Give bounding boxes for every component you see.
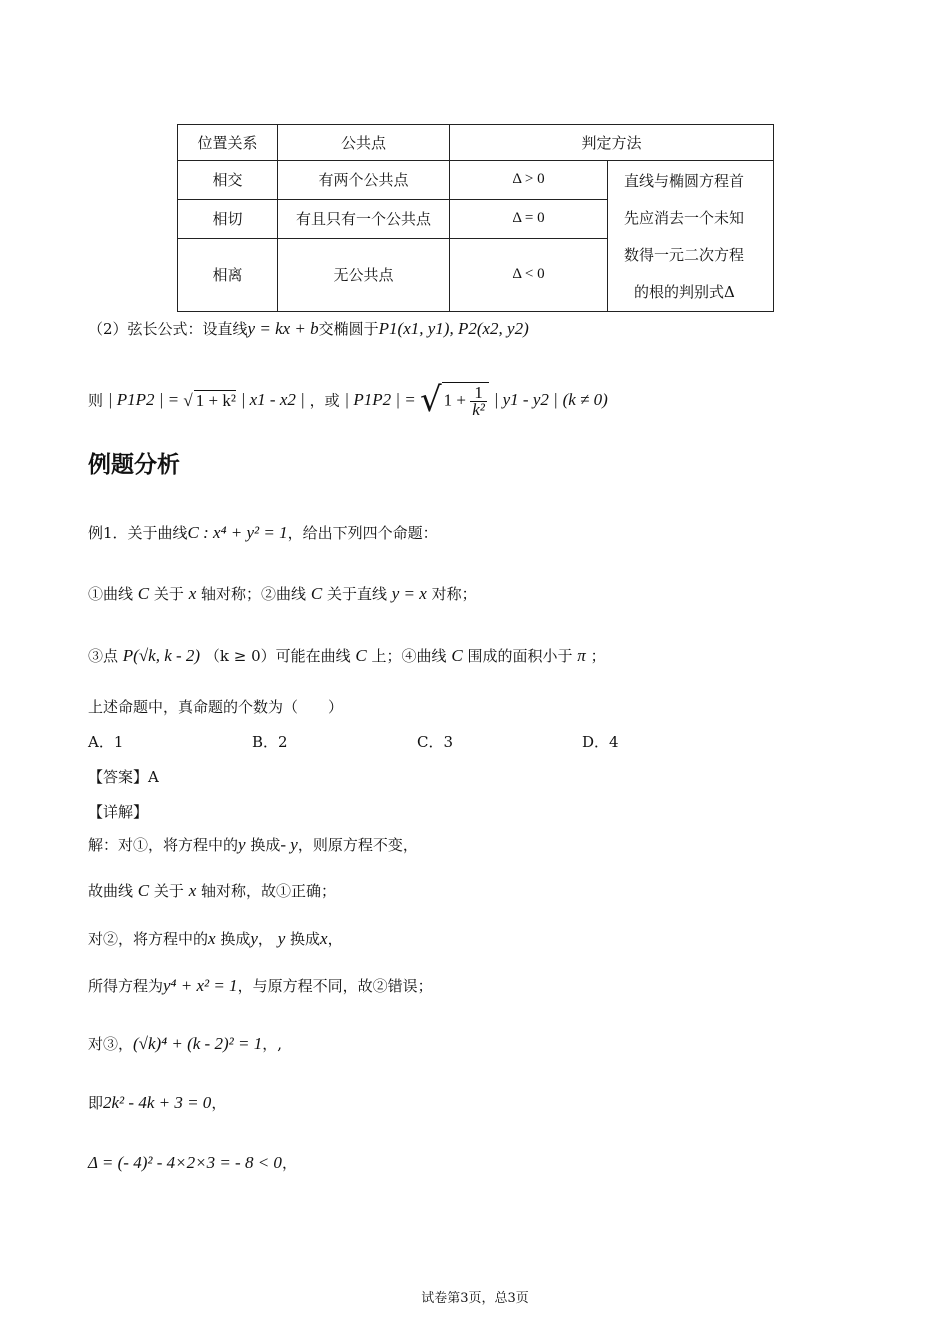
chord-or: ，或 xyxy=(309,391,340,410)
curve-symbol: C xyxy=(137,584,150,603)
curve-symbol: C xyxy=(137,881,150,900)
example-suffix: ，给出下列四个命题： xyxy=(287,524,438,542)
s3-text: 对②，将方程中的 xyxy=(88,930,209,948)
curve-equation: C : x⁴ + y² = 1 xyxy=(187,523,288,542)
s6-text: 即 xyxy=(88,1094,104,1112)
s7-end: ， xyxy=(281,1154,297,1172)
s1-replace: 换成 xyxy=(250,836,281,854)
method-line: 的根的判别式Δ xyxy=(634,283,735,301)
propositions-line-1 xyxy=(88,583,477,604)
prop2-symmetric: 对称； xyxy=(431,585,477,603)
formula1-rhs: | x1 - x2 | xyxy=(240,390,305,409)
s3-end: ， xyxy=(327,930,343,948)
prop2-line: 关于直线 xyxy=(326,585,387,603)
prop4-text: 上；④曲线 xyxy=(371,647,447,665)
propositions-line-2 xyxy=(88,645,606,666)
points-tangent: 有且只有一个公共点 xyxy=(278,199,450,238)
detail-label: 【详解】 xyxy=(88,803,149,821)
point-p: P(√k, k - 2) xyxy=(122,646,201,665)
curve-symbol: C xyxy=(355,646,367,665)
chord-intro: （2）弦长公式：设直线 xyxy=(88,320,248,338)
prop3-condition: （k ≥ 0）可能在曲线 xyxy=(204,647,351,665)
s2-about: 关于 xyxy=(153,882,184,900)
x-symbol: x xyxy=(188,881,197,900)
formula2-lhs: | P1P2 | = xyxy=(344,390,420,409)
chord-intro-line xyxy=(88,318,529,339)
s4-end: ，与原方程不同，故②错误； xyxy=(237,977,433,995)
s7-discriminant: Δ = (- 4)² - 4×2×3 = - 8 < 0 xyxy=(88,1153,282,1172)
relation-intersect: 相交 xyxy=(178,161,278,200)
example-prefix: 例1．关于曲线 xyxy=(88,524,188,542)
s4-equation: y⁴ + x² = 1 xyxy=(163,976,238,995)
option-d: D．4 xyxy=(582,733,619,751)
line-equation: y = kx + b xyxy=(247,319,319,338)
s5-equation: (√k)⁴ + (k - 2)² = 1 xyxy=(133,1034,263,1053)
curve-symbol: C xyxy=(310,584,323,603)
formula2-rhs: | y1 - y2 | xyxy=(493,390,558,409)
chord-then: 则 xyxy=(88,391,104,410)
s3-comma: ， xyxy=(257,930,273,948)
line-y-equals-x: y = x xyxy=(391,584,427,603)
formula1-radicand: 1 + k² xyxy=(195,390,236,410)
points-separate: 无公共点 xyxy=(278,238,450,311)
method-description xyxy=(608,161,774,312)
prop4-area: 围成的面积小于 xyxy=(467,647,573,665)
intersection-points: P1(x1, y1), P2(x2, y2) xyxy=(378,319,529,338)
y-symbol: y xyxy=(238,835,246,854)
prop1-text: ①曲线 xyxy=(88,585,134,603)
s1-text: 解：对①，将方程中的 xyxy=(88,836,239,854)
method-line: 数得一元二次方程 xyxy=(624,246,745,264)
question-line: 上述命题中，真命题的个数为（ ） xyxy=(88,698,344,716)
s6-end: ， xyxy=(211,1094,227,1112)
formula2-condition: (k ≠ 0) xyxy=(562,390,608,409)
position-relation-table xyxy=(177,124,774,312)
header-method: 判定方法 xyxy=(450,125,774,161)
solution-step-4 xyxy=(88,975,433,996)
option-b: B．2 xyxy=(252,733,288,751)
chord-mid: 交椭圆于 xyxy=(318,320,379,338)
answer-label: 【答案】A xyxy=(88,768,159,786)
solution-step-7 xyxy=(88,1152,297,1173)
s1-end: ，则原方程不变， xyxy=(297,836,418,854)
solution-step-5 xyxy=(88,1033,282,1054)
points-intersect: 有两个公共点 xyxy=(278,161,450,200)
s6-equation: 2k² - 4k + 3 = 0 xyxy=(103,1093,212,1112)
prop1-about: 关于 xyxy=(153,585,184,603)
solution-step-1 xyxy=(88,834,418,855)
condition-intersect: Δ > 0 xyxy=(450,161,608,200)
s2-text: 故曲线 xyxy=(88,882,134,900)
option-a: A．1 xyxy=(88,733,124,751)
pi-symbol: π xyxy=(577,646,586,665)
relation-separate: 相离 xyxy=(178,238,278,311)
chord-formula-line: 则 | P1P2 | = √ 1 + k² | x1 - x2 | ，或 | P1P2 | = √ 1 + $\frac{1}{\text{k²}}$ | y1 - y2 | (k ≠ 0) xyxy=(88,380,608,420)
method-line: 直线与椭圆方程首 xyxy=(624,172,745,190)
relation-tangent: 相切 xyxy=(178,199,278,238)
example-question-line xyxy=(88,522,438,543)
header-points: 公共点 xyxy=(278,125,450,161)
x-symbol: x xyxy=(208,929,216,948)
formula1-lhs: | P1P2 | = xyxy=(107,390,184,409)
s3-replace-2: 换成 xyxy=(290,930,321,948)
prop3-text: ③点 xyxy=(88,647,119,665)
header-relation: 位置关系 xyxy=(178,125,278,161)
s3-replace: 换成 xyxy=(220,930,251,948)
prop1-axis: 轴对称；②曲线 xyxy=(201,585,307,603)
s5-end: ，, xyxy=(262,1035,282,1053)
x-symbol: x xyxy=(188,584,197,603)
prop4-end: ； xyxy=(590,647,606,665)
solution-step-6 xyxy=(88,1092,226,1113)
neg-y-symbol: - y xyxy=(280,835,298,854)
y-symbol: y xyxy=(250,929,258,948)
s5-text: 对③， xyxy=(88,1035,134,1053)
x-symbol: x xyxy=(320,929,328,948)
option-c: C．3 xyxy=(417,733,454,751)
s2-end: 轴对称，故①正确； xyxy=(201,882,337,900)
curve-symbol: C xyxy=(451,646,463,665)
method-line: 先应消去一个未知 xyxy=(624,209,745,227)
y-symbol: y xyxy=(277,929,286,948)
page-footer: 试卷第3页，总3页 xyxy=(421,1291,529,1306)
s4-text: 所得方程为 xyxy=(88,977,164,995)
formula2-radicand: 1 + $\frac{1}{\text{k²}}$ xyxy=(442,382,489,418)
section-title: 例题分析 xyxy=(88,452,180,478)
solution-step-3 xyxy=(88,928,343,949)
condition-separate: Δ < 0 xyxy=(450,238,608,311)
solution-step-2 xyxy=(88,880,336,901)
condition-tangent: Δ = 0 xyxy=(450,199,608,238)
